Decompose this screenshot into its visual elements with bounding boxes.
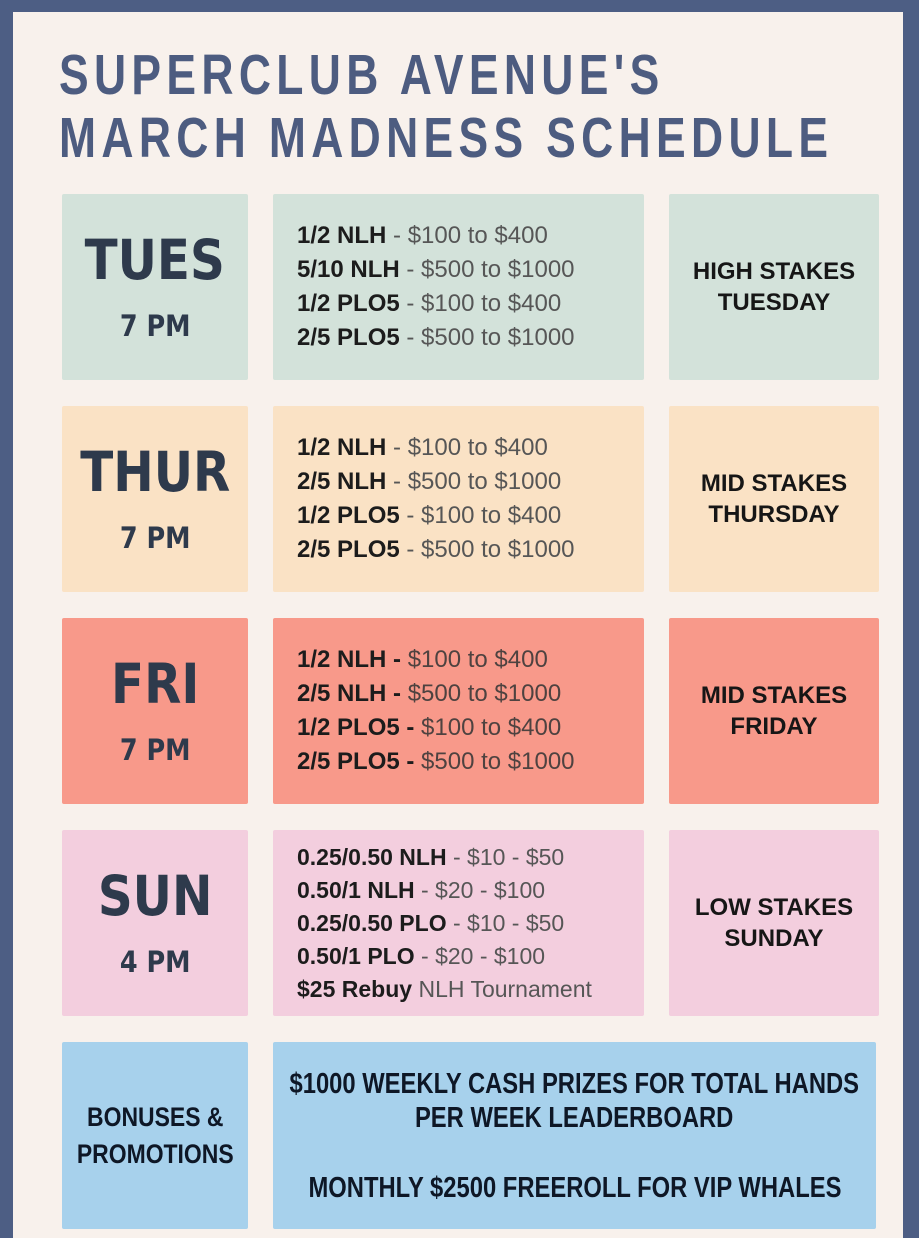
game-name: 1/2 NLH bbox=[297, 434, 387, 461]
game-line bbox=[297, 874, 644, 907]
game-line bbox=[297, 643, 644, 677]
theme-label-line2: THURSDAY bbox=[708, 501, 840, 528]
bonuses-row bbox=[62, 1042, 903, 1229]
promo-monthly-freeroll: MONTHLY $2500 FREEROLL FOR VIP WHALES bbox=[308, 1171, 841, 1204]
theme-block-friday bbox=[669, 618, 879, 804]
flyer-title bbox=[59, 43, 834, 170]
schedule-row-thursday bbox=[62, 406, 903, 592]
game-line bbox=[297, 973, 644, 1006]
schedule-rows bbox=[62, 194, 903, 1229]
promotions-block bbox=[273, 1042, 876, 1229]
game-stakes: - $20 - $100 bbox=[421, 942, 546, 969]
game-name: 0.50/1 NLH bbox=[297, 876, 415, 903]
game-name: 2/5 PLO5 bbox=[297, 324, 400, 351]
theme-label-line1: LOW STAKES bbox=[694, 894, 854, 921]
game-stakes: $500 to $1000 bbox=[421, 748, 575, 775]
game-name: 0.25/0.50 NLH bbox=[297, 843, 447, 870]
game-name: 0.50/1 PLO bbox=[297, 942, 415, 969]
game-stakes: $100 to $400 bbox=[421, 714, 562, 741]
game-line bbox=[297, 907, 644, 940]
day-block-tuesday bbox=[62, 194, 248, 380]
schedule-row-friday bbox=[62, 618, 903, 804]
bonuses-label-line1: BONUSES & bbox=[86, 1101, 224, 1132]
games-block-tuesday bbox=[273, 194, 644, 380]
game-stakes: - $10 - $50 bbox=[452, 909, 565, 936]
day-name-tuesday: TUES bbox=[84, 228, 226, 292]
game-line bbox=[297, 533, 644, 567]
game-line bbox=[297, 677, 644, 711]
theme-block-tuesday bbox=[669, 194, 879, 380]
theme-block-thursday bbox=[669, 406, 879, 592]
flyer-canvas bbox=[13, 12, 903, 1238]
game-stakes: - $500 to $1000 bbox=[393, 468, 562, 495]
game-stakes: - $100 to $400 bbox=[393, 222, 548, 249]
day-time-tuesday: 7 PM bbox=[119, 309, 191, 343]
day-name-thursday: THUR bbox=[79, 440, 231, 504]
bonuses-label-line2: PROMOTIONS bbox=[76, 1138, 234, 1169]
schedule-row-tuesday bbox=[62, 194, 903, 380]
game-stakes: $500 to $1000 bbox=[407, 680, 562, 707]
game-name: 1/2 PLO5 - bbox=[297, 714, 415, 741]
promo-weekly-line1: $1000 WEEKLY CASH PRIZES FOR TOTAL HANDS bbox=[289, 1067, 860, 1100]
game-name: 2/5 PLO5 bbox=[297, 536, 400, 563]
game-stakes: - $500 to $1000 bbox=[406, 256, 575, 283]
game-line bbox=[297, 711, 644, 745]
game-name: 1/2 PLO5 bbox=[297, 290, 400, 317]
game-name: 2/5 NLH - bbox=[297, 680, 402, 707]
game-name: 2/5 PLO5 - bbox=[297, 748, 415, 775]
theme-block-sunday bbox=[669, 830, 879, 1016]
theme-label-line1: MID STAKES bbox=[700, 470, 848, 497]
games-block-sunday bbox=[273, 830, 644, 1016]
game-name: 5/10 NLH bbox=[297, 256, 400, 283]
day-time-thursday: 7 PM bbox=[119, 521, 191, 555]
game-line bbox=[297, 321, 644, 355]
day-name-friday: FRI bbox=[110, 652, 200, 716]
game-line bbox=[297, 841, 644, 874]
game-name: 1/2 NLH - bbox=[297, 646, 402, 673]
game-stakes: $100 to $400 bbox=[407, 646, 548, 673]
game-line bbox=[297, 940, 644, 973]
promo-weekly-line2: PER WEEK LEADERBOARD bbox=[415, 1101, 734, 1134]
game-line bbox=[297, 253, 644, 287]
game-name: 0.25/0.50 PLO bbox=[297, 909, 447, 936]
games-block-thursday bbox=[273, 406, 644, 592]
day-block-friday bbox=[62, 618, 248, 804]
game-stakes: - $100 to $400 bbox=[406, 290, 562, 317]
day-time-sunday: 4 PM bbox=[119, 945, 191, 979]
games-block-friday bbox=[273, 618, 644, 804]
game-name: $25 Rebuy bbox=[297, 975, 413, 1002]
flyer-title-line1: SUPERCLUB AVENUE'S bbox=[59, 43, 665, 107]
theme-label-line1: MID STAKES bbox=[700, 682, 848, 709]
game-stakes: - $20 - $100 bbox=[421, 876, 546, 903]
theme-label-line1: HIGH STAKES bbox=[692, 258, 856, 285]
game-name: 1/2 NLH bbox=[297, 222, 387, 249]
flyer-title-line2: MARCH MADNESS SCHEDULE bbox=[59, 106, 834, 170]
game-stakes: - $100 to $400 bbox=[393, 434, 548, 461]
day-block-thursday bbox=[62, 406, 248, 592]
game-stakes: - $500 to $1000 bbox=[406, 324, 575, 351]
theme-label-line2: FRIDAY bbox=[730, 713, 818, 740]
day-block-sunday bbox=[62, 830, 248, 1016]
day-time-friday: 7 PM bbox=[119, 733, 191, 767]
bonuses-label-block bbox=[62, 1042, 248, 1229]
game-line bbox=[297, 499, 644, 533]
game-name: 2/5 NLH bbox=[297, 468, 387, 495]
game-stakes: - $500 to $1000 bbox=[406, 536, 575, 563]
game-name: 1/2 PLO5 bbox=[297, 502, 400, 529]
game-line bbox=[297, 465, 644, 499]
game-line bbox=[297, 431, 644, 465]
theme-label-line2: TUESDAY bbox=[717, 289, 831, 316]
game-line bbox=[297, 745, 644, 779]
game-line bbox=[297, 287, 644, 321]
game-line bbox=[297, 219, 644, 253]
schedule-row-sunday bbox=[62, 830, 903, 1016]
game-stakes: - $100 to $400 bbox=[406, 502, 562, 529]
game-stakes: - $10 - $50 bbox=[452, 843, 565, 870]
theme-label-line2: SUNDAY bbox=[724, 925, 824, 952]
day-name-sunday: SUN bbox=[97, 864, 213, 928]
game-stakes: NLH Tournament bbox=[418, 975, 592, 1002]
